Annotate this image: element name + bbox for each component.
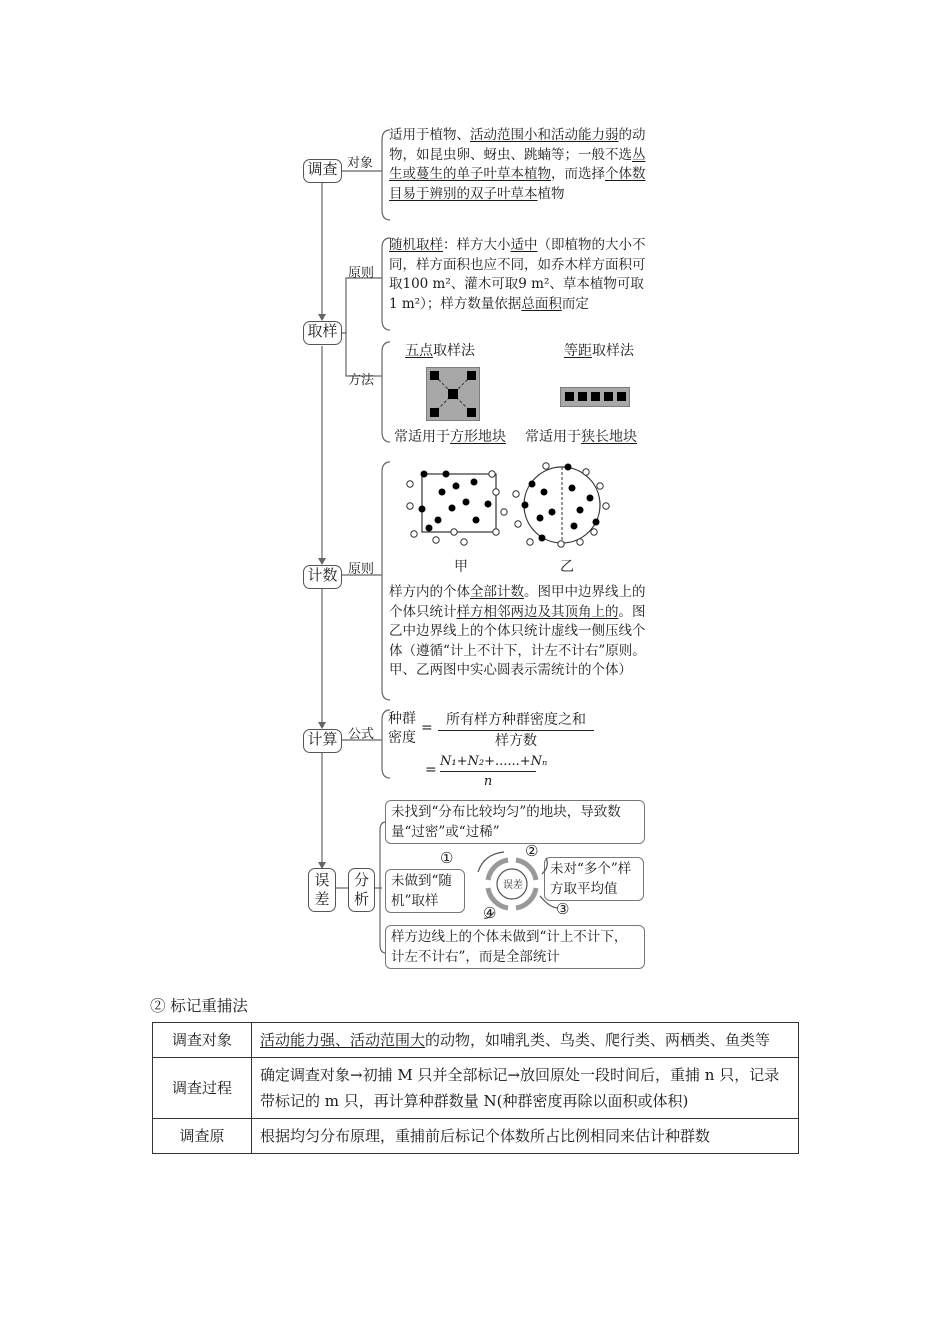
section-title: ② 标记重捕法 <box>150 997 248 1015</box>
formula-eq: = <box>421 720 433 736</box>
label-method: 方法 <box>348 373 375 388</box>
error-box-bottom: 样方边线上的个体未做到“计上不计下，计左不计右”，而是全部统计 <box>385 925 645 969</box>
node-investigate: 调查 <box>303 159 342 183</box>
formula-fraction <box>438 710 594 751</box>
formula-lhs: 种群 密度 <box>388 711 416 746</box>
node-counting: 计数 <box>303 565 342 589</box>
equidistant-title: 等距取样法 <box>564 343 634 359</box>
node-error: 误 差 <box>308 868 336 912</box>
formula2-numerator: N₁+N₂+......+Nₙ <box>440 752 536 772</box>
formula-numerator: 所有样方种群密度之和 <box>438 710 594 731</box>
label-formula: 公式 <box>348 727 375 742</box>
node-analysis: 分 析 <box>348 868 375 912</box>
table-row <box>153 1023 799 1058</box>
formula-fraction-2 <box>440 752 548 791</box>
counting-diagrams <box>404 462 614 552</box>
figure-a-caption: 甲 <box>454 559 468 575</box>
five-point-title: 五点取样法 <box>405 343 475 359</box>
table-row <box>153 1058 799 1119</box>
formula-denominator: 样方数 <box>495 733 537 749</box>
error-center-label: 误差 <box>503 880 523 891</box>
error-number-1: ① <box>440 849 454 867</box>
table-row <box>153 1119 799 1154</box>
error-number-4: ④ <box>483 904 497 922</box>
counting-text: 样方内的个体全部计数。图甲中边界线上的个体只统计样方相邻两边及其顶角上的。图乙中边界线上的个体只统计虚线一侧压线个体（遵循“计上不计下，计左不计右”原则。甲、乙两图中实心圆表示需统计的个体） <box>389 584 646 678</box>
formula-eq2: = <box>425 762 437 778</box>
error-number-2: ② <box>525 842 539 860</box>
error-box-right: 未对“多个”样方取平均值 <box>544 857 644 901</box>
formula2-denominator: n <box>483 774 493 789</box>
row-head: 调查原 <box>153 1119 252 1154</box>
error-box-left: 未做到“随机”取样 <box>385 869 465 913</box>
investigate-text: 适用于植物、活动范围小和活动能力弱的动物，如昆虫卵、蚜虫、跳蝻等；一般不选丛生或蔓生的单子叶草本植物，而选择个体数目易于辨别的双子叶草本植物 <box>389 127 646 202</box>
row-head: 调查过程 <box>153 1058 252 1119</box>
row-content: 确定调查对象→初捕 M 只并全部标记→放回原处一段时间后，重捕 n 只，记录带标记的 m 只，再计算种群数量 N(种群密度再除以面积或体积) <box>252 1058 799 1119</box>
label-count-principle: 原则 <box>348 562 375 577</box>
mark-recapture-table <box>152 1022 799 1154</box>
label-principle: 原则 <box>348 266 375 281</box>
row-content: 根据均匀分布原理，重捕前后标记个体数所占比例相同来估计种群数 <box>252 1119 799 1154</box>
node-sampling: 取样 <box>303 321 342 345</box>
sampling-principle-text: 随机取样：样方大小适中（即植物的大小不同，样方面积也应不同，如乔木样方面积可取100 m²、灌木可取9 m²、草本植物可取1 m²）；样方数量依据总面积而定 <box>389 237 646 312</box>
node-calc: 计算 <box>303 729 342 753</box>
error-number-3: ③ <box>556 900 570 918</box>
five-point-diagram <box>426 367 480 421</box>
square-use: 常适用于方形地块 <box>394 429 506 445</box>
error-box-top: 未找到“分布比较均匀”的地块，导致数量“过密”或“过稀” <box>385 800 645 844</box>
equidistant-diagram <box>560 387 630 407</box>
narrow-use: 常适用于狭长地块 <box>525 429 637 445</box>
figure-b-caption: 乙 <box>560 559 574 575</box>
row-content: 活动能力强、活动范围大的动物，如哺乳类、鸟类、爬行类、两栖类、鱼类等 <box>252 1023 799 1058</box>
row-head: 调查对象 <box>153 1023 252 1058</box>
label-object: 对象 <box>347 156 374 171</box>
